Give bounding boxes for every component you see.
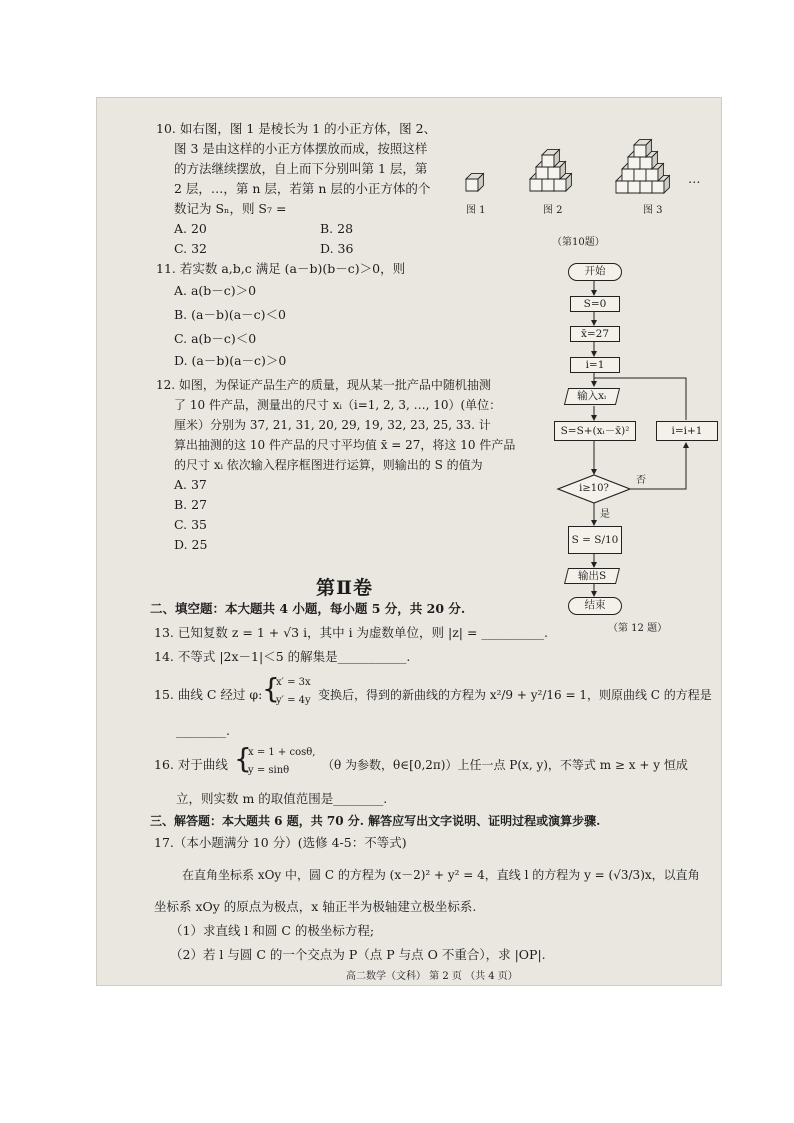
fig-ellipsis: … [688,171,701,186]
q15-rest: 变换后，得到的新曲线的方程为 x²/9 + y²/16 = 1，则原曲线 C 的方程是 [318,688,712,702]
q10-line-3: 的方法继续摆放，自上而下分别叫第 1 层，第 [174,161,428,176]
q16-line-2: 立，则实数 m 的取值范围是________. [176,791,388,806]
q12-line-3: 厘米）分别为 37, 21, 31, 20, 29, 19, 32, 23, 25, 33. 计 [174,418,491,432]
q11-option-b: B. (a－b)(a－c)＜0 [174,307,286,322]
q15-prefix: 15. 曲线 C 经过 φ: [154,687,263,702]
q15-system-eq1: x′ = 3x [276,677,311,688]
q11-option-d: D. (a－b)(a－c)＞0 [174,353,287,368]
q17-part-1: （1）求直线 l 和圆 C 的极坐标方程; [170,923,375,938]
flow-input-label: 输入xᵢ [577,390,607,402]
q15-brace: { [262,672,280,705]
q10-line-1: 10. 如右图，图 1 是棱长为 1 的小正方体，图 2、 [156,121,437,136]
q12-option-d: D. 25 [174,537,208,552]
q10-option-b: B. 28 [320,221,354,236]
q17-line-1: 在直角坐标系 xOy 中，圆 C 的方程为 (x－2)² + y² = 4，直线 l 的方程为 y = (√3/3)x，以直角 [182,868,700,882]
q15-system-eq2: y′ = 4y [276,695,311,706]
q10-option-c: C. 32 [174,241,207,256]
q12-line-4: 算出抽测的这 10 件产品的尺寸平均值 x̄ = 27，将这 10 件产品 [174,438,516,452]
q16-prefix: 16. 对于曲线 [154,757,228,772]
q10-line-5: 数记为 Sₙ，则 S₇ = [174,201,287,216]
section2-heading: 二、填空题：本大题共 4 小题，每小题 5 分，共 20 分. [150,601,466,616]
q10-option-d: D. 36 [320,241,354,256]
q16-system-eq2: y = sinθ [248,765,290,776]
flow-decision-diamond [96,97,722,986]
q12-option-a: A. 37 [174,477,207,492]
flow-output-label: 输出S [577,570,607,582]
fig-label-3: 图 3 [643,205,663,216]
exam-sheet [96,97,722,986]
flow-divide: S = S/10 [568,526,622,554]
fig-label-1: 图 1 [466,205,486,216]
flow-increment-i: i=i+1 [656,421,718,441]
section3-heading: 三、解答题：本大题共 6 题，共 70 分. 解答应写出文字说明、证明过程或演算步骤. [150,814,601,828]
q10-line-4: 2 层，…，第 n 层，若第 n 层的小正方体的个 [174,181,431,196]
q11-option-c: C. a(b－c)＜0 [174,331,257,346]
q10-caption: （第10题） [552,237,605,248]
q15-answer-blank: ________. [176,723,230,738]
q12-option-b: B. 27 [174,497,208,512]
q16-system-eq1: x = 1 + cosθ, [248,747,316,758]
q11-stem: 11. 若实数 a,b,c 满足 (a－b)(b－c)＞0，则 [156,261,406,276]
q12-option-c: C. 35 [174,517,207,532]
flow-init-s: S=0 [570,296,620,312]
flow-end: 结束 [568,597,622,615]
flow-init-i: i=1 [570,357,620,373]
q13: 13. 已知复数 z = 1 + √3 i，其中 i 为虚数单位，则 |z| = __________. [154,625,548,640]
flow-no-label: 否 [636,475,646,486]
flow-condition: i≥10? [579,483,609,494]
flow-output [564,568,620,584]
q16-rest: （θ 为参数，θ∈[0,2π)）上任一点 P(x, y)，不等式 m ≥ x + y 恒成 [322,758,688,772]
q12-line-2: 了 10 件产品，测量出的尺寸 xᵢ（i=1, 2, 3, …, 10）(单位： [174,398,502,412]
q16-brace: { [234,742,252,775]
q12-caption: （第 12 题） [608,623,668,634]
q14: 14. 不等式 |2x－1|＜5 的解集是___________. [154,649,411,664]
q17-heading: 17.（本小题满分 10 分）(选修 4-5：不等式) [154,835,407,850]
fig-label-2: 图 2 [543,205,563,216]
flow-update-s: S=S+(xᵢ－x̄)² [554,421,636,441]
q10-option-a: A. 20 [174,221,207,236]
q11-option-a: A. a(b－c)＞0 [174,283,257,298]
flow-start: 开始 [568,263,622,281]
q12-line-5: 的尺寸 xᵢ 依次输入程序框图进行运算，则输出的 S 的值为 [174,458,483,472]
flow-init-xbar: x̄=27 [570,326,620,342]
q17-part-2: （2）若 l 与圆 C 的一个交点为 P（点 P 与点 O 不重合），求 |OP|. [170,947,546,962]
page-footer: 高二数学（文科） 第 2 页 （共 4 页） [346,971,518,982]
q10-line-2: 图 3 是由这样的小正方体摆放而成，按照这样 [174,141,428,156]
q12-line-1: 12. 如图，为保证产品生产的质量，现从某一批产品中随机抽测 [156,378,491,392]
q17-line-2: 坐标系 xOy 的原点为极点，x 轴正半为极轴建立极坐标系. [154,899,477,914]
part2-title: 第Ⅱ卷 [316,577,374,599]
flow-yes-label: 是 [600,509,610,520]
